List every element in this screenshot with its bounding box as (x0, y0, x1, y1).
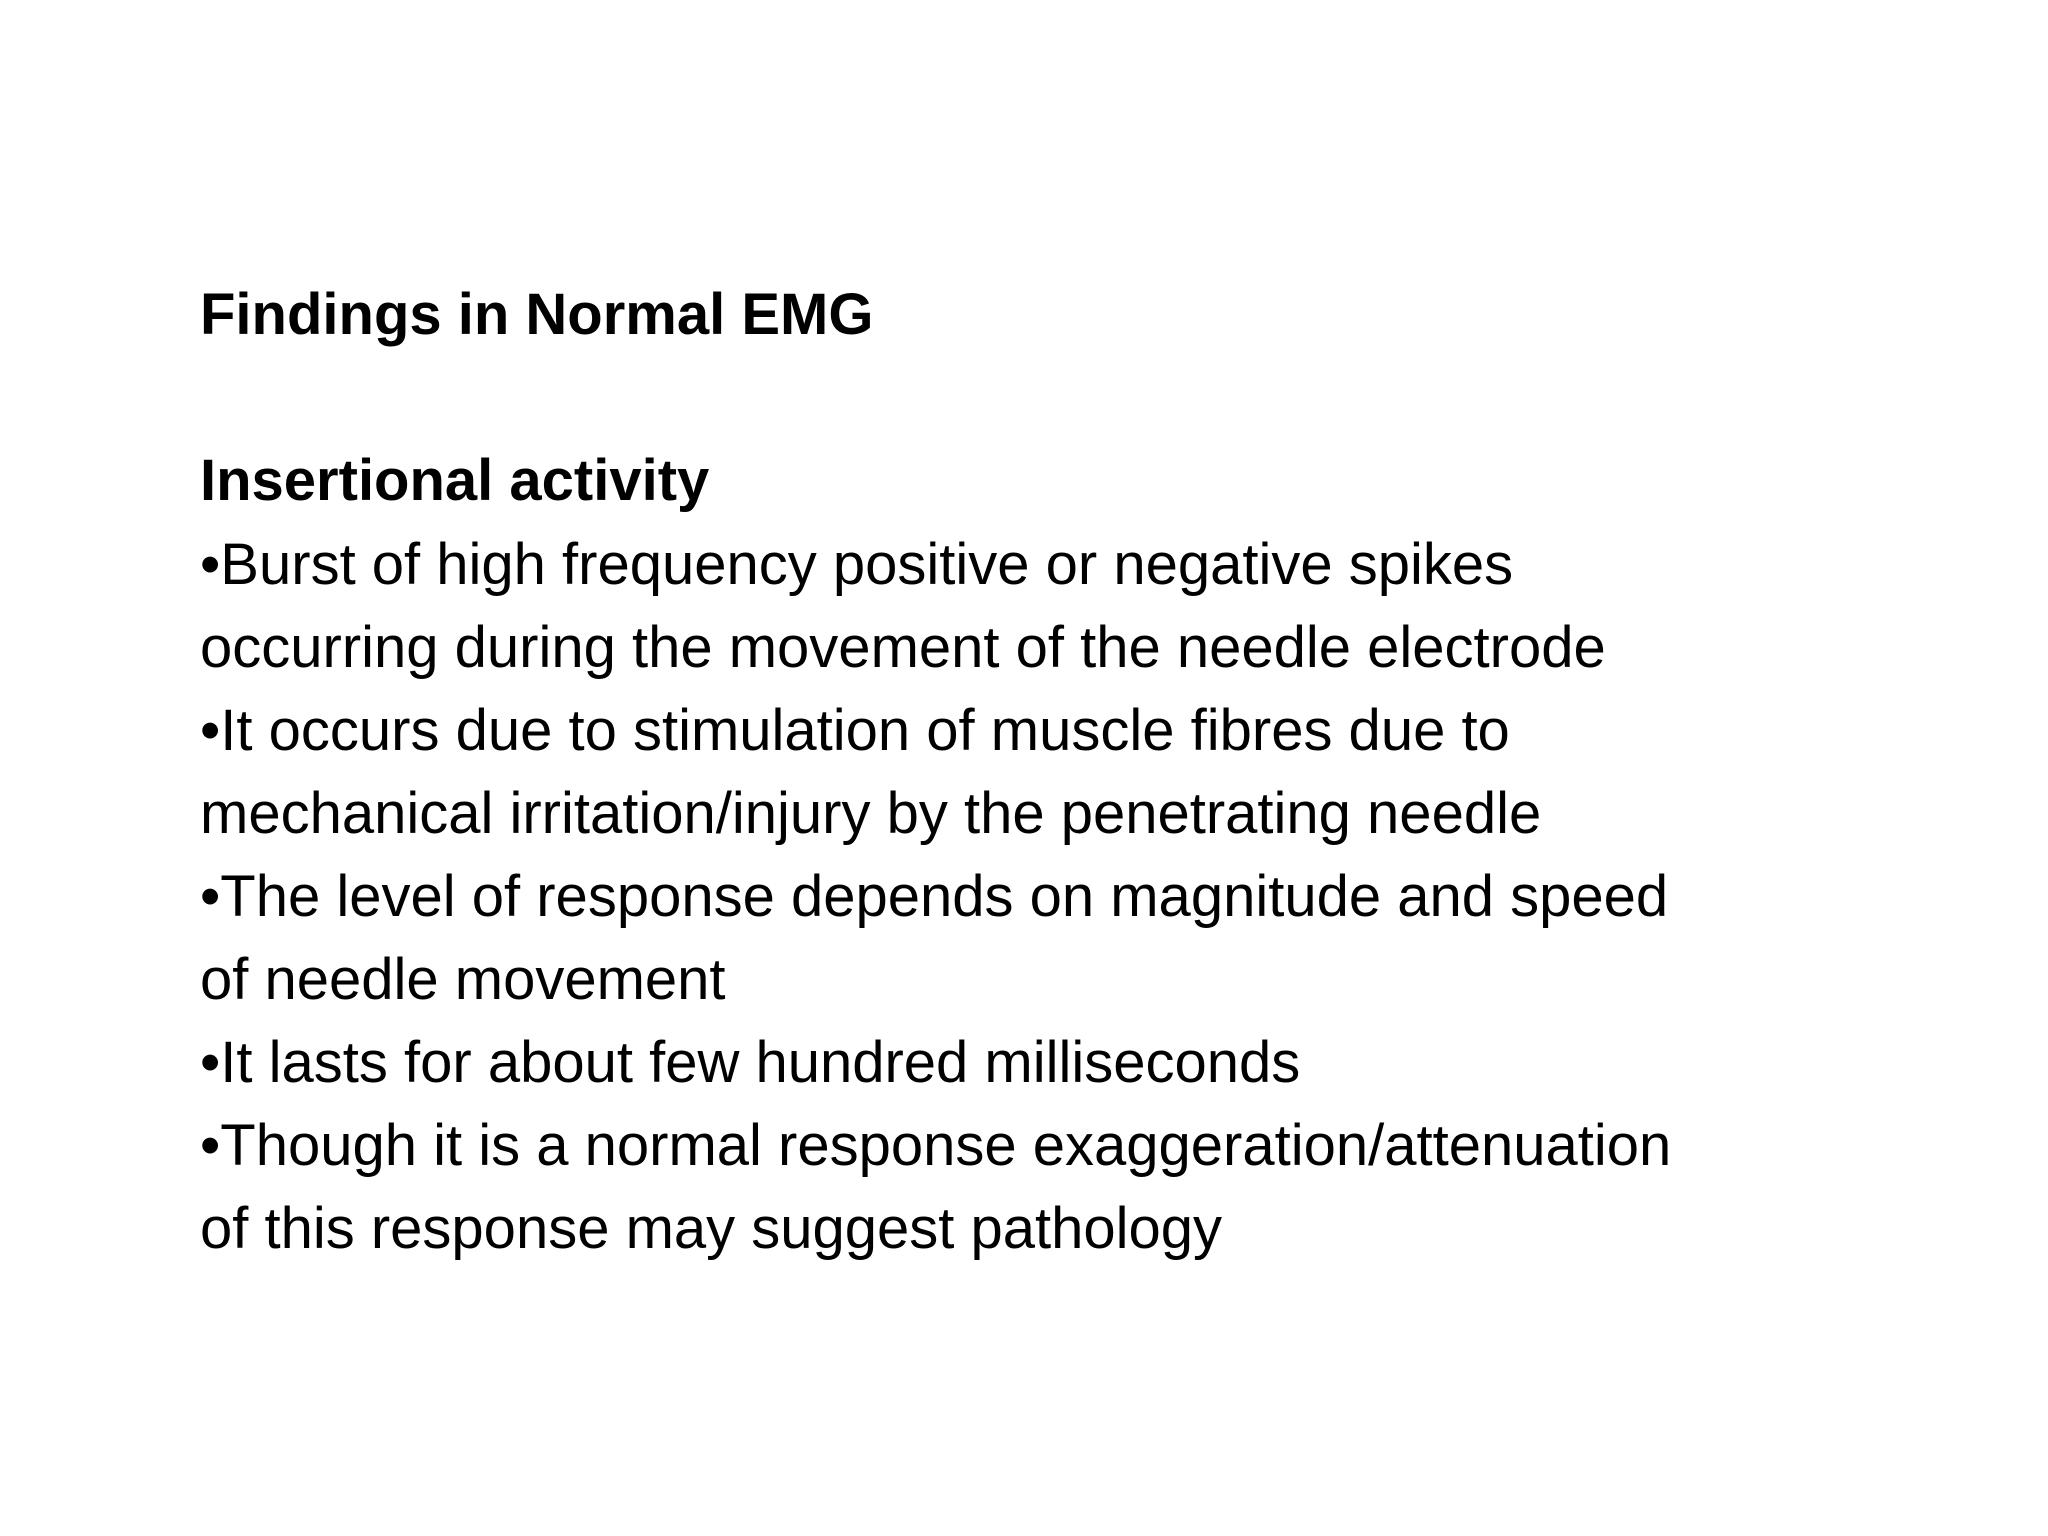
spacer (200, 357, 1900, 439)
bullet-line: mechanical irritation/injury by the penetrating needle (200, 781, 1542, 846)
bullet-item (200, 855, 1900, 1021)
bullet-item (200, 1104, 1900, 1270)
bullet-line: occurring during the movement of the needle electrode (200, 615, 1606, 680)
bullet-item (200, 689, 1900, 855)
bullet-line: •The level of response depends on magnitude and speed (200, 864, 1669, 929)
slide-title: Findings in Normal EMG (200, 282, 874, 347)
slide-content (200, 273, 1900, 1270)
section-heading: Insertional activity (200, 448, 710, 513)
bullet-item (200, 523, 1900, 689)
bullet-list (200, 523, 1900, 1270)
bullet-line: •It occurs due to stimulation of muscle fibres due to (200, 698, 1510, 763)
bullet-item (200, 1021, 1900, 1104)
bullet-line: •Burst of high frequency positive or negative spikes (200, 532, 1514, 597)
bullet-line: •It lasts for about few hundred milliseconds (200, 1030, 1301, 1095)
bullet-line: •Though it is a normal response exaggeration/attenuation (200, 1113, 1672, 1178)
bullet-line: of needle movement (200, 947, 726, 1012)
bullet-line: of this response may suggest pathology (200, 1196, 1223, 1261)
